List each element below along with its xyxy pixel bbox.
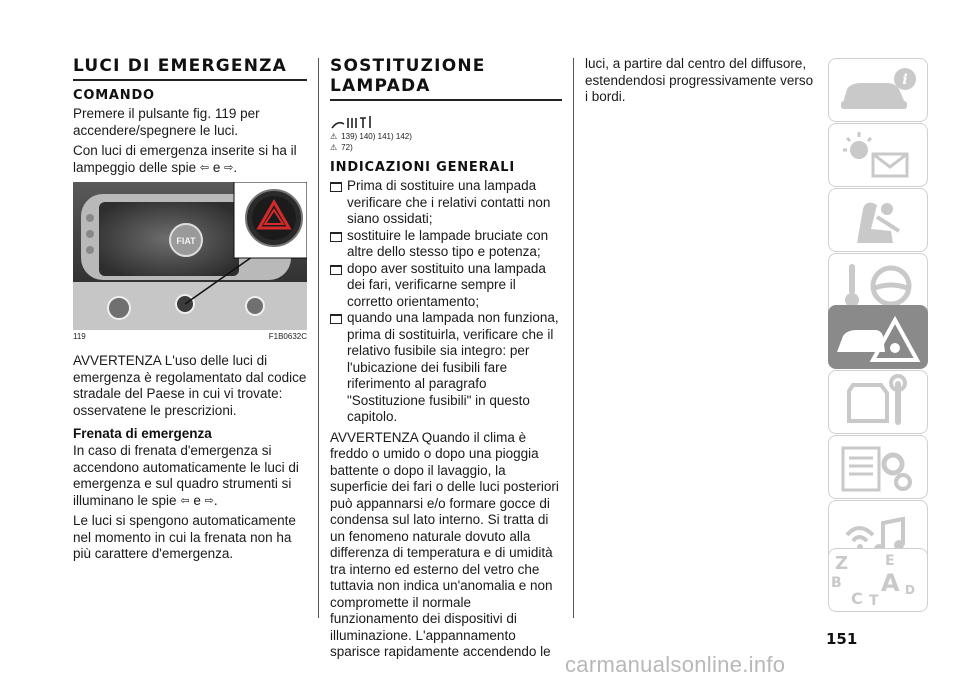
figure-code: F1B0632C (268, 332, 307, 341)
paragraph: Premere il pulsante fig. 119 per accendere/spegnere le luci. (73, 106, 260, 138)
tab-technical-data[interactable] (828, 435, 928, 499)
maintenance-tools-icon (829, 371, 929, 435)
danger-symbol-icon (330, 114, 562, 130)
svg-text:FIAT: FIAT (176, 236, 196, 246)
column-divider (318, 58, 319, 618)
turn-signal-icon: ⇦ (199, 161, 210, 174)
caution-refs: ⚠ 72) (330, 143, 353, 152)
svg-text:i: i (902, 72, 908, 88)
warning-triangle-icon: ⚠ (330, 132, 338, 141)
tab-car-info[interactable] (828, 58, 928, 122)
watermark: carmanualsonline.info (565, 652, 786, 677)
title-rule (73, 79, 307, 81)
warning-note: AVVERTENZA L'uso delle luci di emergenza è regolamentato dal codice stradale del Paese in cui vi trovate: osservatene le prescrizioni. (73, 353, 307, 418)
column-luci-emergenza (73, 0, 307, 567)
subsection-title: INDICAZIONI GENERALI (330, 160, 516, 175)
figure-number: 119 (73, 332, 86, 341)
paragraph: luci, a partire dal centro del diffusore, estendendosi progressivamente verso i bordi. (585, 56, 814, 104)
column-sostituzione-lampada (330, 0, 562, 665)
turn-signal-icon: ⇨ (204, 494, 214, 507)
tab-emergency[interactable] (828, 305, 928, 369)
tab-index[interactable] (828, 548, 928, 612)
index-letters-icon: Z E B A D C T (831, 553, 915, 609)
section-title: LUCI DI EMERGENZA (73, 56, 288, 76)
subhead-frenata: Frenata di emergenza (73, 426, 212, 441)
paragraph: Le luci si spengono automaticamente nel momento in cui la frenata non ha più carattere d'emergenza. (73, 513, 296, 561)
turn-signal-icon: ⇨ (224, 161, 234, 174)
page-number: 151 (826, 630, 858, 648)
bullet-icon (330, 314, 342, 324)
bullet-icon (330, 232, 342, 242)
technical-data-icon (829, 436, 929, 500)
tab-safety[interactable] (828, 188, 928, 252)
warning-lights-icon (829, 124, 929, 188)
bullet-icon (330, 265, 342, 275)
figure-caption (73, 332, 307, 341)
list-item: Prima di sostituire una lampada verificare che i relativi contatti non siano ossidati; (330, 178, 562, 228)
subsection-title: COMANDO (73, 88, 155, 103)
turn-signal-icon: ⇦ (180, 494, 190, 507)
paragraph-spie: Con luci di emergenza inserite si ha il lampeggio delle spie ⇦ e ⇨. (73, 143, 297, 175)
airbag-seat-icon (829, 189, 929, 253)
section-title: SOSTITUZIONE LAMPADA (330, 56, 486, 96)
column-divider (573, 58, 574, 618)
list-item: quando una lampada non funziona, prima di sostituirla, verificare che il relativo fusibile sia integro: per l'ubicazione dei fusibili fare riferimento al paragrafo "Sostituzione fusibili" in questo capitolo. (330, 310, 562, 426)
car-info-icon (829, 59, 929, 123)
column-continuation (585, 0, 817, 110)
emergency-triangle-icon (829, 306, 929, 370)
tab-warning-lights[interactable] (828, 123, 928, 187)
warning-note: AVVERTENZA Quando il clima è freddo o umido o dopo una pioggia battente o dopo il lavaggio, la superficie dei fari o delle luci posteriori può appannarsi e/o formare gocce di condensa sul lato interno. Si tratta di un fenomeno naturale dovuto alla differenza di temperatura e di umidità tra interno ed esterno del vetro che tuttavia non indica un'anomalia e non compromette il normale funzionamento dei dispositivi di illuminazione. L'appannamento sparisce rapidamente accendendo le (330, 429, 559, 659)
bullet-icon (330, 182, 342, 192)
list-item: sostituire le lampade bruciate con altre dello stesso tipo e potenza; (330, 228, 562, 261)
list-item: dopo aver sostituito una lampada dei fari, verificarne sempre il corretto orientamento; (330, 261, 562, 311)
figure-hazard-button (73, 182, 307, 330)
tab-maintenance[interactable] (828, 370, 928, 434)
paragraph-frenata: In caso di frenata d'emergenza si accendono automaticamente le luci di emergenza e sul quadro strumenti si illuminano le spie ⇦ e ⇨. (73, 443, 299, 508)
caution-triangle-icon: ⚠ (330, 143, 338, 152)
warning-refs: ⚠ 139) 140) 141) 142) (330, 132, 412, 141)
title-rule (330, 99, 562, 101)
